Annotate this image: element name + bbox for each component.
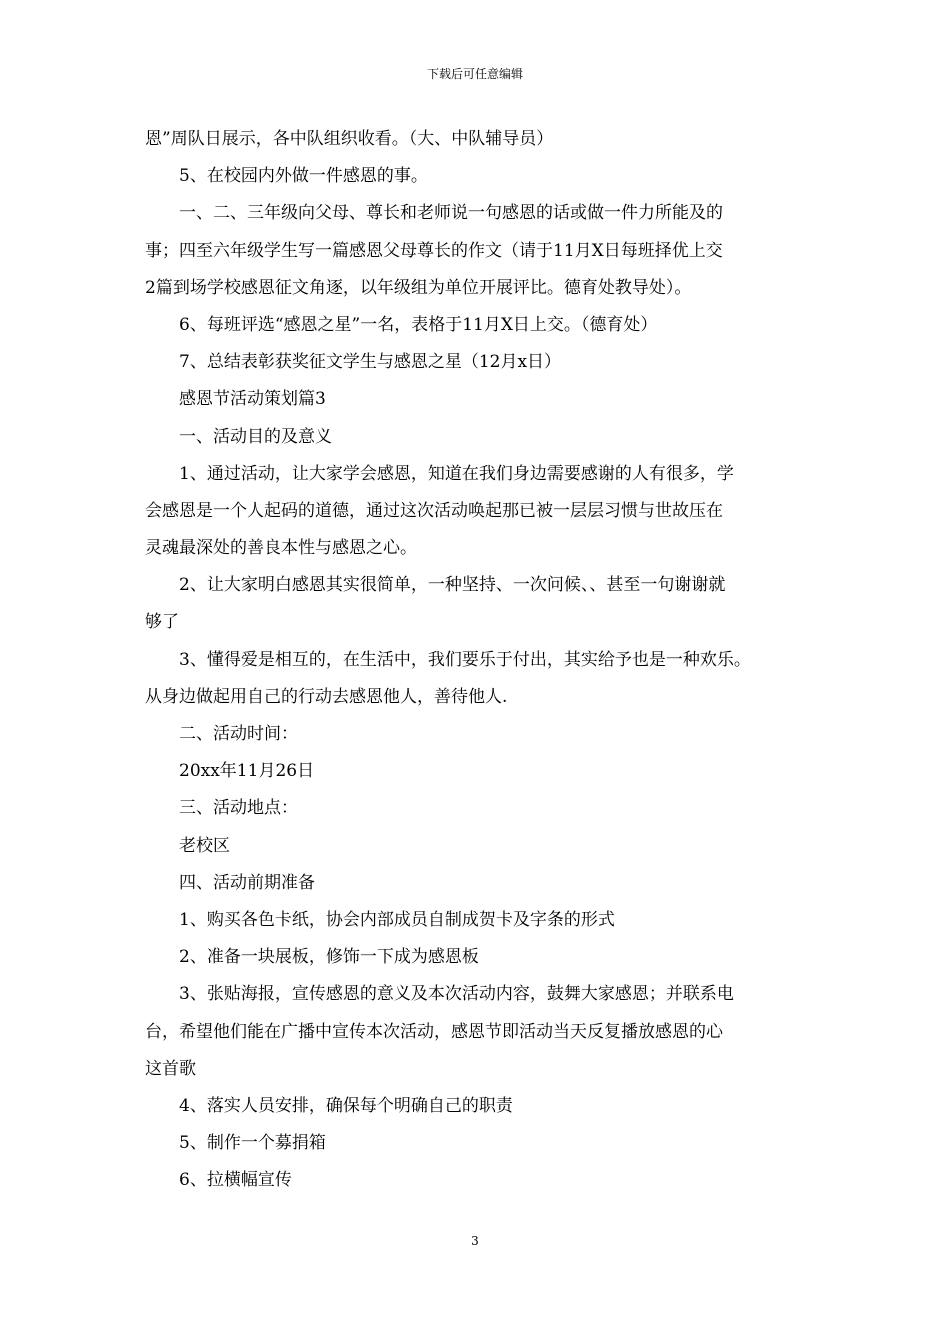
text-line: 一、活动目的及意义 (179, 426, 332, 447)
text-line: 从身边做起用自己的行动去感恩他人，善待他人. (145, 686, 508, 707)
text-line: 6、每班评选“感恩之星”一名，表格于11月X日上交。（德育处） (179, 314, 658, 335)
text-line: 台，希望他们能在广播中宣传本次活动，感恩节即活动当天反复播放感恩的心 (145, 1021, 723, 1042)
text-line: 20xx年11月26日 (179, 761, 315, 782)
document-body (145, 121, 810, 1199)
text-line: 感恩节活动策划篇3 (179, 389, 326, 410)
text-line: 2、让大家明白感恩其实很简单，一种坚持、一次问候、、甚至一句谢谢就 (179, 575, 726, 596)
text-line: 一、二、三年级向父母、尊长和老师说一句感恩的话或做一件力所能及的 (179, 203, 723, 224)
text-line: 5、制作一个募捐箱 (179, 1133, 326, 1154)
text-line: 3、懂得爱是相互的，在生活中，我们要乐于付出，其实给予也是一种欢乐。 (179, 649, 751, 670)
text-line: 三、活动地点： (179, 798, 298, 819)
page-header: 下载后可任意编辑 (426, 67, 523, 81)
text-line: 四、活动前期准备 (179, 872, 315, 893)
text-line: 1、购买各色卡纸，协会内部成员自制成贺卡及字条的形式 (179, 909, 615, 930)
text-line: 2、准备一块展板，修饰一下成为感恩板 (179, 947, 479, 968)
text-line: 够了 (145, 612, 179, 633)
text-line: 会感恩是一个人起码的道德，通过这次活动唤起那已被一层层习惯与世故压在 (145, 500, 723, 521)
text-line: 事；四至六年级学生写一篇感恩父母尊长的作文（请于11月X日每班择优上交 (145, 240, 723, 261)
text-line: 6、拉横幅宣传 (179, 1170, 292, 1191)
text-line: 5、在校园内外做一件感恩的事。 (179, 166, 428, 187)
text-line: 这首歌 (145, 1058, 196, 1079)
text-line: 老校区 (179, 835, 230, 856)
text-line: 4、落实人员安排，确保每个明确自己的职责 (179, 1095, 513, 1116)
text-line: 3、张贴海报，宣传感恩的意义及本次活动内容，鼓舞大家感恩；并联系电 (179, 984, 734, 1005)
page-number: 3 (471, 1234, 479, 1248)
text-line: 二、活动时间： (179, 724, 298, 744)
text-line: 灵魂最深处的善良本性与感恩之心。 (145, 538, 417, 559)
text-line: 恩”周队日展示，各中队组织收看。（大、中队辅导员） (145, 129, 554, 149)
text-line: 1、通过活动，让大家学会感恩，知道在我们身边需要感谢的人有很多，学 (179, 463, 734, 484)
text-line: 2篇到场学校感恩征文角逐，以年级组为单位开展评比。德育处教导处）。 (145, 277, 692, 298)
text-line: 7、总结表彰获奖征文学生与感恩之星（12月x日） (179, 352, 562, 373)
